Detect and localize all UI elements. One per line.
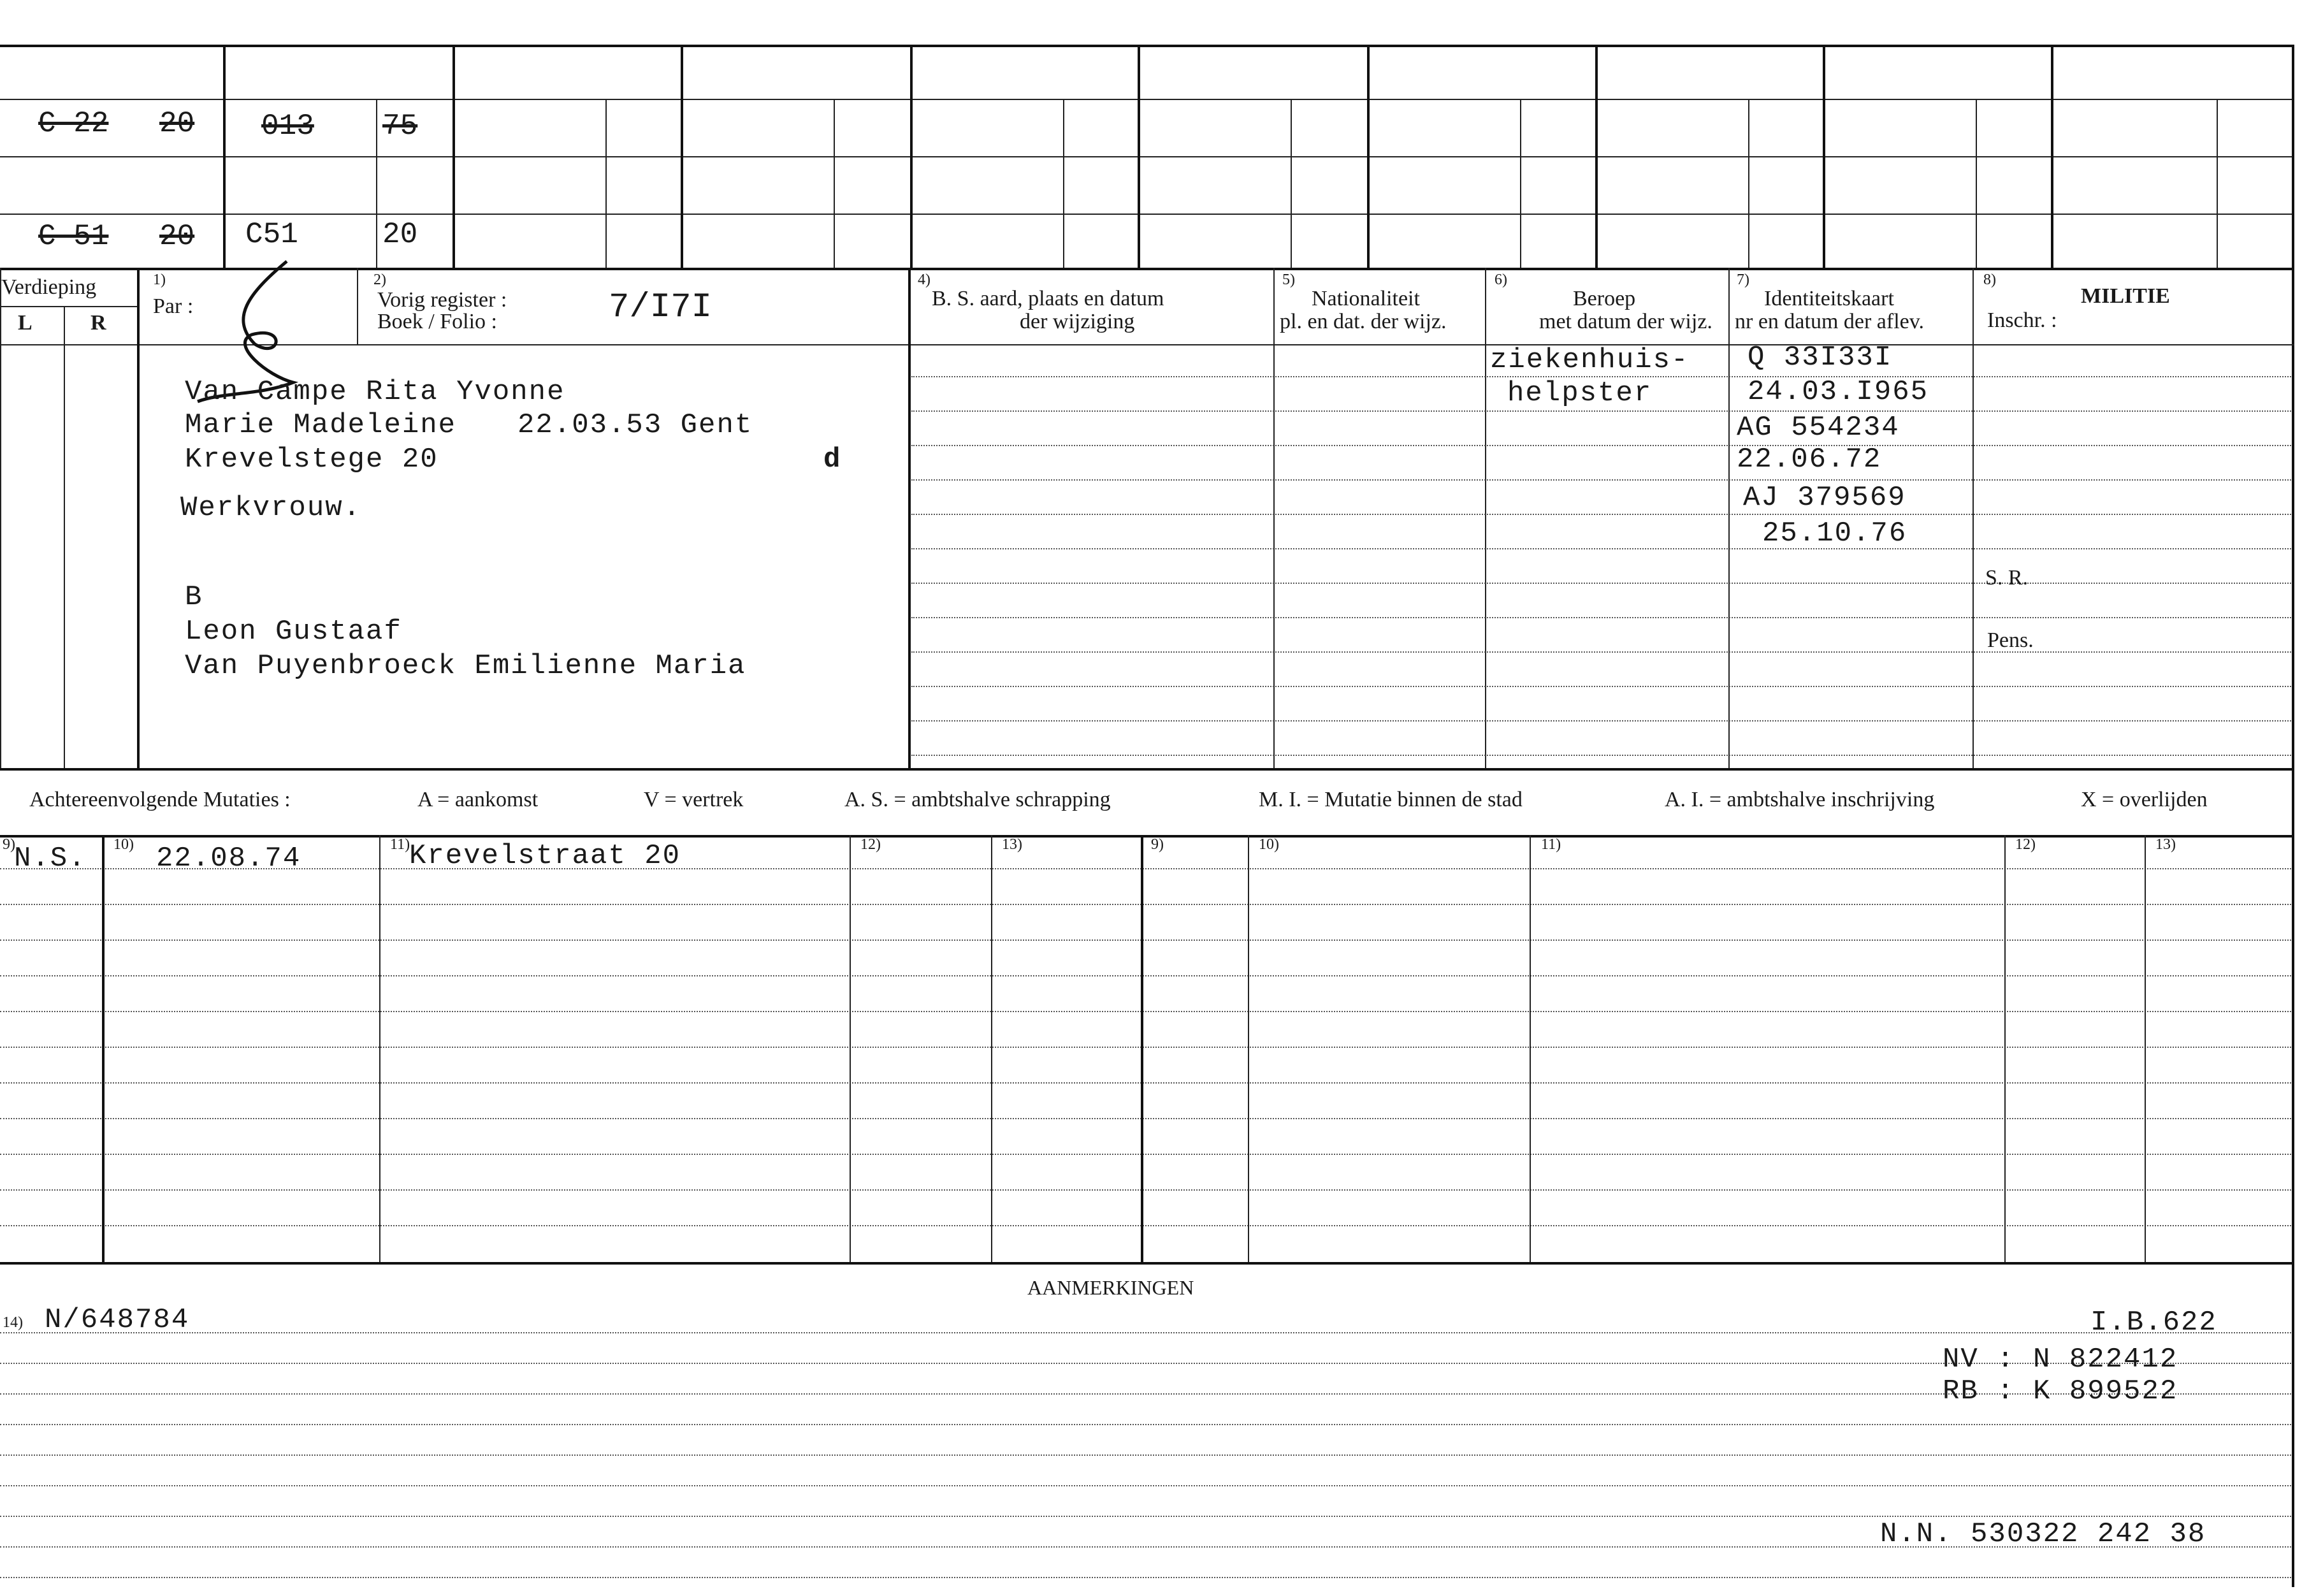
code-old-3: 013: [261, 110, 314, 143]
grid-line: [0, 214, 2294, 215]
sr-label: S. R.: [1985, 566, 2029, 590]
grid-line: [1823, 45, 1825, 268]
nat-header-1: Nationaliteit: [1312, 287, 1420, 310]
person-name-2: Marie Madeleine: [185, 409, 457, 441]
ruled-line: [0, 1225, 2291, 1226]
footnote-9b: 9): [1151, 836, 1164, 853]
footnote-1: 1): [153, 272, 166, 288]
ruled-line: [0, 1189, 2291, 1191]
ruled-line: [0, 975, 2291, 976]
grid-line: [1248, 835, 1249, 1262]
id-card-3-date: 25.10.76: [1762, 518, 1907, 549]
legend-mi: M. I. = Mutatie binnen de stad: [1259, 788, 1523, 811]
grid-line: [0, 268, 1, 768]
ruled-line: [0, 904, 2291, 905]
grid-line: [605, 99, 607, 268]
grid-line: [2004, 835, 2006, 1262]
footnote-4: 4): [918, 272, 930, 288]
ruled-line: [911, 479, 2291, 481]
code-current-sub: 20: [382, 218, 418, 251]
grid-line: [2217, 99, 2218, 268]
grid-line: [357, 268, 358, 344]
ruled-line: [911, 410, 2291, 412]
grid-line: [0, 344, 2294, 345]
bs-header-1: B. S. aard, plaats en datum: [932, 287, 1164, 310]
footnote-12b: 12): [2015, 836, 2036, 853]
ruled-line: [0, 1577, 2291, 1578]
ruled-line: [911, 548, 2291, 549]
grid-line: [1273, 268, 1275, 768]
par-label: Par :: [153, 294, 194, 318]
inschr-label: Inschr. :: [1987, 308, 2057, 332]
footnote-12: 12): [860, 836, 881, 853]
legend-title: Achtereenvolgende Mutaties :: [29, 788, 291, 811]
grid-line: [0, 99, 2294, 100]
footnote-13b: 13): [2155, 836, 2176, 853]
id-card-2-date: 22.06.72: [1737, 444, 1882, 475]
father-name: Leon Gustaaf: [185, 616, 402, 648]
code-old-4: 75: [382, 110, 418, 143]
person-birth: 22.03.53 Gent: [518, 409, 753, 441]
grid-line: [1138, 45, 1140, 268]
grid-line: [64, 306, 65, 768]
grid-line: [908, 268, 911, 768]
grid-line: [379, 835, 380, 1262]
id-header-2: nr en datum der aflev.: [1735, 310, 1925, 333]
vorig-register-label: Vorig register :: [377, 288, 507, 312]
ruled-line: [911, 651, 2291, 653]
id-header-1: Identiteitskaart: [1764, 287, 1894, 310]
bs-header-2: der wijziging: [1020, 310, 1135, 333]
grid-line: [0, 768, 2294, 771]
grid-line: [1595, 45, 1598, 268]
ruled-line: [911, 720, 2291, 722]
remarks-number: N/648784: [45, 1304, 190, 1336]
grid-line: [0, 156, 2294, 157]
ruled-line: [0, 1516, 2291, 1517]
legend-a: A = aankomst: [417, 788, 539, 811]
mother-name: Van Puyenbroeck Emilienne Maria: [185, 650, 746, 682]
grid-line: [681, 45, 683, 268]
grid-line: [0, 1262, 2294, 1265]
ruled-line: [0, 1332, 2291, 1333]
ruled-line: [0, 1082, 2291, 1084]
footnote-11b: 11): [1541, 836, 1561, 853]
grid-line: [223, 45, 226, 268]
grid-line: [1485, 268, 1486, 768]
grid-line: [1141, 835, 1143, 1262]
grid-line: [910, 45, 913, 268]
grid-line: [1291, 99, 1292, 268]
grid-line: [1972, 268, 1974, 768]
code-old-2: 20: [159, 107, 195, 140]
footnote-10: 10): [113, 836, 134, 853]
grid-line: [0, 306, 137, 307]
ruled-line: [0, 1011, 2291, 1012]
ruled-line: [911, 686, 2291, 687]
nat-header-2: pl. en dat. der wijz.: [1280, 310, 1447, 333]
verdieping-label: Verdieping: [1, 275, 97, 299]
id-card-1-date: 24.03.I965: [1748, 376, 1929, 408]
footnote-6: 6): [1495, 272, 1507, 288]
code-current: C51: [245, 218, 298, 251]
remarks-ib: I.B.622: [2090, 1307, 2217, 1338]
mutation-type: N.S.: [14, 843, 87, 874]
person-name: Van Campe Rita Yvonne: [185, 376, 565, 408]
id-card-2: AG 554234: [1737, 412, 1900, 444]
grid-line: [834, 99, 835, 268]
ruled-line: [0, 1485, 2291, 1486]
beroep-header-2: met datum der wijz.: [1539, 310, 1712, 333]
ruled-line: [0, 1455, 2291, 1456]
grid-line: [1530, 835, 1531, 1262]
ruled-line: [0, 1424, 2291, 1425]
grid-line: [2145, 835, 2146, 1262]
grid-line: [2292, 45, 2294, 1587]
person-address: Krevelstege 20: [185, 444, 438, 475]
person-occupation: Werkvrouw.: [180, 492, 362, 524]
code-old-1: C 22: [38, 107, 109, 140]
footnote-8: 8): [1983, 272, 1996, 288]
beroep-line-2: helpster: [1507, 377, 1653, 409]
grid-line: [0, 268, 2294, 270]
code-old-5: C 51: [38, 220, 109, 253]
beroep-header-1: Beroep: [1573, 287, 1636, 310]
ruled-line: [911, 755, 2291, 756]
col-r-label: R: [90, 311, 106, 335]
grid-line: [376, 99, 377, 268]
footnote-9: 9): [3, 836, 15, 853]
militie-header: MILITIE: [2081, 284, 2170, 308]
legend-ai: A. I. = ambtshalve inschrijving: [1665, 788, 1935, 811]
grid-line: [1520, 99, 1521, 268]
grid-line: [102, 835, 105, 1262]
footnote-13: 13): [1002, 836, 1022, 853]
grid-line: [0, 835, 2294, 838]
ruled-line: [911, 445, 2291, 446]
remarks-rb: RB : K 899522: [1943, 1375, 2178, 1407]
ruled-line: [0, 1154, 2291, 1155]
footnote-14: 14): [3, 1314, 23, 1331]
pens-label: Pens.: [1987, 628, 2034, 652]
grid-line: [137, 268, 140, 768]
grid-line: [991, 835, 992, 1262]
ruled-line: [911, 583, 2291, 584]
person-marker: d: [823, 444, 842, 475]
ruled-line: [0, 1118, 2291, 1119]
parents-label: B: [185, 581, 203, 613]
beroep-line-1: ziekenhuis-: [1490, 344, 1690, 376]
ruled-line: [911, 617, 2291, 618]
grid-line: [2051, 45, 2053, 268]
remarks-nn: N.N. 530322 242 38: [1880, 1518, 2206, 1550]
ruled-line: [0, 1047, 2291, 1048]
mutation-address: Krevelstraat 20: [409, 840, 681, 872]
legend-v: V = vertrek: [644, 788, 744, 811]
legend-as: A. S. = ambtshalve schrapping: [844, 788, 1111, 811]
id-card-3: AJ 379569: [1743, 482, 1906, 514]
col-l-label: L: [18, 311, 33, 335]
footnote-2: 2): [373, 272, 386, 288]
grid-line: [452, 45, 455, 268]
footnote-5: 5): [1282, 272, 1295, 288]
footnote-10b: 10): [1259, 836, 1279, 853]
ruled-line: [0, 868, 2291, 869]
grid-line: [1728, 268, 1730, 768]
grid-line: [1976, 99, 1977, 268]
mutation-date: 22.08.74: [156, 843, 301, 874]
footnote-11: 11): [390, 836, 410, 853]
code-old-6: 20: [159, 220, 195, 253]
ruled-line: [0, 939, 2291, 941]
id-card-1: Q 33I33I: [1748, 342, 1893, 374]
grid-line: [1367, 45, 1370, 268]
legend-x: X = overlijden: [2081, 788, 2208, 811]
ruled-line: [911, 514, 2291, 515]
remarks-nv: NV : N 822412: [1943, 1344, 2178, 1375]
register-value: 7/I7I: [609, 288, 713, 327]
footnote-7: 7): [1737, 272, 1749, 288]
boek-folio-label: Boek / Folio :: [377, 310, 497, 333]
grid-line: [1748, 99, 1749, 268]
grid-line: [850, 835, 851, 1262]
grid-line: [1063, 99, 1064, 268]
remarks-title: AANMERKINGEN: [1027, 1276, 1194, 1299]
grid-line: [0, 45, 2294, 47]
